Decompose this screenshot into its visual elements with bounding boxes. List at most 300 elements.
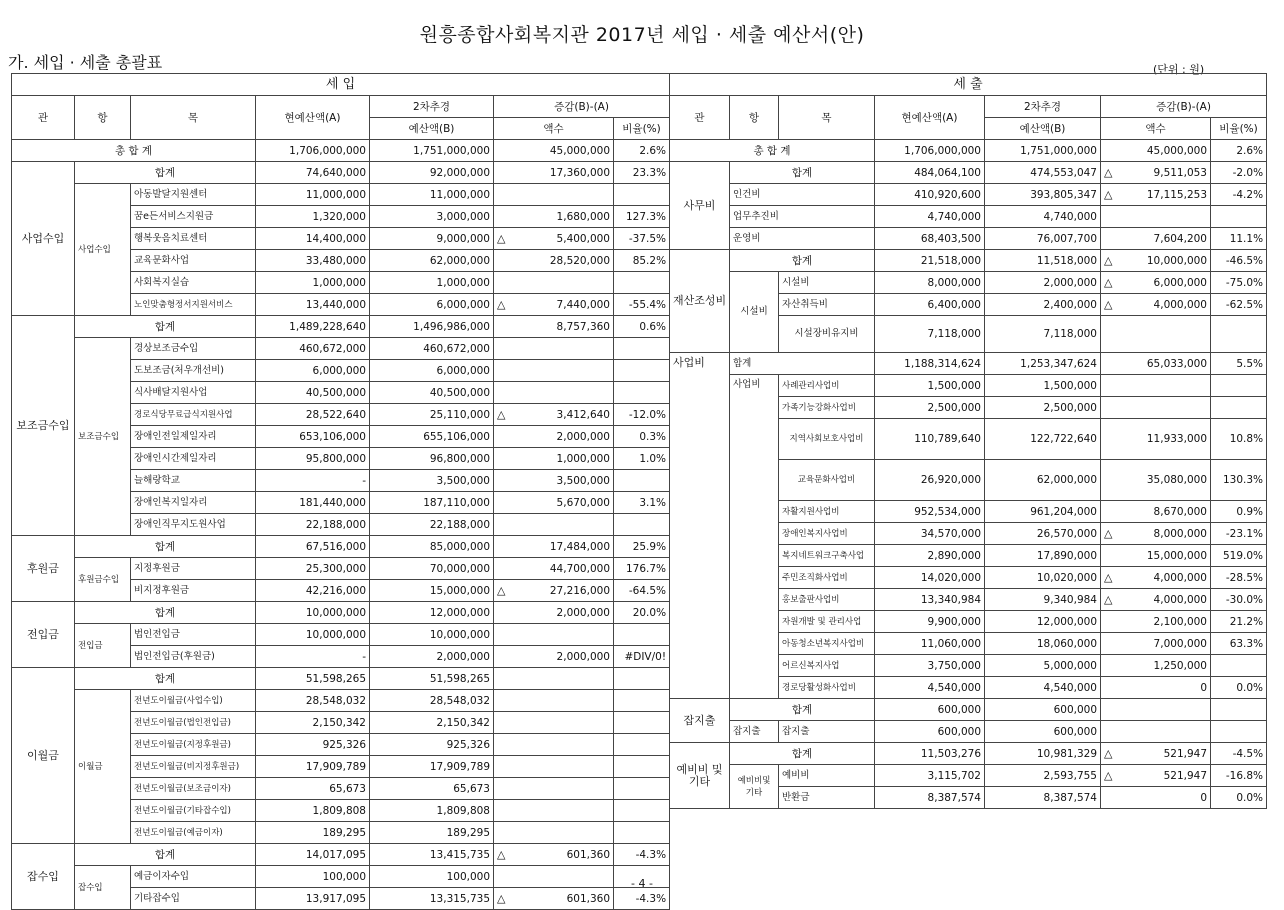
- cell-current-text: 13,917,095: [305, 892, 366, 905]
- cell-current-text: 67,516,000: [305, 540, 366, 553]
- cell-revised-text: 8,387,574: [1043, 791, 1097, 804]
- mok-cell: [779, 419, 875, 460]
- cell-diff: [494, 272, 614, 294]
- cell-revised: [370, 184, 494, 206]
- cell-ratio-text: -12.0%: [628, 408, 667, 421]
- cell-current: [256, 426, 370, 448]
- cell-diff: [494, 580, 614, 602]
- decrease-triangle-icon: △: [1104, 570, 1113, 584]
- cell-revised: [370, 536, 494, 558]
- cell-revised: [985, 523, 1101, 545]
- cell-diff: [1101, 353, 1211, 375]
- mok-cell-text: 시설장비유지비: [794, 328, 859, 339]
- cell-revised-text: 11,518,000: [1036, 254, 1097, 267]
- gwan-cell-text: 사업수입: [21, 231, 65, 245]
- cell-diff: [494, 690, 614, 712]
- cell-current-text: 4,540,000: [927, 681, 981, 694]
- cell-current: [256, 448, 370, 470]
- subtotal-label: [75, 668, 256, 690]
- cell-revised-text: 1,000,000: [436, 276, 490, 289]
- income-table: [11, 73, 670, 910]
- cell-ratio: [1211, 353, 1267, 375]
- cell-current: [256, 778, 370, 800]
- unit-label: (단위 : 원): [1153, 63, 1205, 76]
- cell-current: [256, 382, 370, 404]
- cell-ratio: [614, 272, 670, 294]
- gwan-cell-text: 잡수입: [27, 869, 59, 883]
- cell-ratio: [614, 162, 670, 184]
- cell-ratio-text: 0.6%: [639, 320, 667, 333]
- mok-cell: [131, 448, 256, 470]
- mok-cell: [131, 294, 256, 316]
- cell-revised: [370, 162, 494, 184]
- cell-revised-text: 51,598,265: [429, 672, 490, 685]
- expense-header: 세 출: [670, 74, 1267, 96]
- gwan-cell: [670, 250, 730, 353]
- cell-current-text: 10,000,000: [305, 606, 366, 619]
- col-mok: 목: [779, 96, 875, 140]
- mok-cell: [779, 545, 875, 567]
- cell-diff: [494, 162, 614, 184]
- gwan-cell-text: 이월금: [27, 748, 59, 762]
- cell-revised-text: 9,000,000: [436, 232, 490, 245]
- mok-cell: [779, 523, 875, 545]
- gwan-cell: [670, 699, 730, 743]
- subtotal-label-text: 합계: [791, 166, 813, 179]
- col-revised-1: 2차추경: [370, 96, 494, 118]
- cell-ratio: [1211, 765, 1267, 787]
- cell-current-text: 28,548,032: [305, 694, 366, 707]
- cell-current: [875, 316, 985, 353]
- cell-ratio-text: 519.0%: [1223, 549, 1264, 562]
- cell-ratio: [614, 316, 670, 338]
- mok-cell-text: 사회복지실습: [134, 276, 190, 288]
- col-hang: 항: [730, 96, 779, 140]
- mok-cell-text: 전년도이월금(예금이자): [134, 827, 223, 838]
- cell-current: [256, 888, 370, 910]
- hang-cell: [730, 206, 875, 228]
- gwan-cell: [12, 668, 75, 844]
- cell-revised-text: 70,000,000: [429, 562, 490, 575]
- cell-diff: [494, 888, 614, 910]
- subtotal-label: [730, 699, 875, 721]
- mok-cell-text: 시설비: [782, 276, 810, 288]
- cell-revised: [985, 353, 1101, 375]
- total-label: 총 합 계: [670, 140, 875, 162]
- cell-revised-text: 460,672,000: [423, 342, 490, 355]
- cell-ratio-text: 176.7%: [626, 562, 667, 575]
- cell-revised: [370, 734, 494, 756]
- cell-diff-text: 11,933,000: [1146, 433, 1207, 445]
- cell-ratio: [1211, 501, 1267, 523]
- cell-ratio-text: 25.9%: [632, 540, 667, 553]
- cell-current-text: 460,672,000: [299, 342, 366, 355]
- cell-diff-text: 2,100,000: [1153, 615, 1207, 628]
- income-total-row: [12, 140, 670, 162]
- cell-revised-text: 122,722,640: [1030, 433, 1097, 445]
- cell-diff-text: 5,670,000: [556, 496, 610, 509]
- income-subtotal-row: [12, 602, 670, 624]
- cell-diff-text: 2,000,000: [556, 430, 610, 443]
- cell-diff: [1101, 316, 1211, 353]
- cell-revised: [370, 514, 494, 536]
- col-revised-2: 예산액(B): [370, 118, 494, 140]
- income-subtotal-row: [12, 316, 670, 338]
- cell-diff-text: 4,000,000: [1153, 298, 1207, 311]
- subtotal-label-text: 합계: [791, 703, 813, 716]
- cell-ratio-text: 3.1%: [639, 496, 667, 509]
- cell-diff: [1101, 699, 1211, 721]
- cell-diff: [494, 602, 614, 624]
- cell-diff: [1101, 272, 1211, 294]
- cell-current: [875, 545, 985, 567]
- cell-revised: [370, 712, 494, 734]
- income-header: 세 입: [12, 74, 670, 96]
- cell-current: [256, 184, 370, 206]
- cell-diff: [494, 514, 614, 536]
- cell-current-text: 1,489,228,640: [289, 320, 366, 333]
- cell-revised-text: 393,805,347: [1030, 188, 1097, 201]
- cell-revised-text: 18,060,000: [1036, 637, 1097, 650]
- cell-diff: [1101, 677, 1211, 699]
- cell-revised: [370, 250, 494, 272]
- cell-ratio: [614, 382, 670, 404]
- total-diff: 45,000,000: [494, 140, 614, 162]
- subtotal-label-text: 합계: [154, 166, 176, 179]
- cell-revised: [370, 822, 494, 844]
- mok-cell-text: 지역사회보호사업비: [789, 434, 864, 444]
- gwan-cell-text: 잡지출: [683, 713, 716, 727]
- col-revised-1: 2차추경: [985, 96, 1101, 118]
- cell-diff-text: 601,360: [566, 848, 610, 861]
- mok-cell-text: 지정후원금: [134, 562, 180, 574]
- mok-cell-text: 가족기능강화사업비: [782, 402, 856, 413]
- cell-current-text: 26,920,000: [920, 474, 981, 486]
- cell-diff-text: 521,947: [1163, 769, 1207, 782]
- cell-revised-text: 10,000,000: [429, 628, 490, 641]
- cell-current: [875, 250, 985, 272]
- mok-cell-text: 자활지원사업비: [782, 506, 840, 517]
- mok-cell-text: 사례관리사업비: [782, 380, 840, 391]
- total-revised: 1,751,000,000: [985, 140, 1101, 162]
- cell-revised: [370, 404, 494, 426]
- mok-cell-text: 주민조직화사업비: [782, 572, 848, 583]
- cell-ratio: [1211, 460, 1267, 501]
- cell-current-text: 65,673: [329, 782, 366, 795]
- cell-diff: [494, 426, 614, 448]
- col-amount: 액수: [1101, 118, 1211, 140]
- mok-cell: [131, 712, 256, 734]
- cell-revised: [985, 765, 1101, 787]
- mok-cell: [131, 822, 256, 844]
- gwan-cell-text: 예비비 및 기타: [676, 762, 723, 788]
- cell-ratio: [614, 624, 670, 646]
- expense-row: [670, 765, 1267, 787]
- cell-ratio-text: #DIV/0!: [624, 650, 667, 663]
- cell-revised-text: 925,326: [446, 738, 490, 751]
- cell-revised: [370, 756, 494, 778]
- cell-diff: [494, 844, 614, 866]
- mok-cell-text: 경상보조금수입: [134, 342, 199, 354]
- cell-revised: [370, 470, 494, 492]
- mok-cell: [131, 558, 256, 580]
- cell-ratio-text: -4.3%: [635, 892, 667, 905]
- cell-ratio: [614, 844, 670, 866]
- cell-current-text: 4,740,000: [927, 210, 981, 223]
- cell-diff: [1101, 228, 1211, 250]
- mok-cell-text: 아동청소년복지사업비: [782, 638, 865, 649]
- cell-ratio: [1211, 316, 1267, 353]
- cell-current: [256, 646, 370, 668]
- cell-current-text: 14,017,095: [305, 848, 366, 861]
- subtotal-label: [730, 743, 875, 765]
- cell-diff-text: 8,670,000: [1153, 505, 1207, 518]
- cell-current: [875, 184, 985, 206]
- cell-diff: [494, 778, 614, 800]
- hang-cell-text: 전입금: [78, 640, 103, 651]
- cell-diff-text: 0: [1200, 681, 1207, 694]
- cell-current: [875, 721, 985, 743]
- cell-current-text: -: [362, 474, 366, 487]
- hang-cell-text: 사업비: [733, 379, 761, 390]
- mok-cell-text: 예비비: [782, 769, 810, 781]
- mok-cell: [131, 646, 256, 668]
- cell-revised-text: 10,020,000: [1036, 571, 1097, 584]
- cell-diff: [1101, 375, 1211, 397]
- gwan-cell: [12, 602, 75, 668]
- cell-ratio: [614, 580, 670, 602]
- cell-current: [256, 800, 370, 822]
- hang-cell: [730, 721, 779, 743]
- cell-current: [256, 294, 370, 316]
- mok-cell: [131, 272, 256, 294]
- total-ratio: 2.6%: [614, 140, 670, 162]
- cell-revised-text: 11,000,000: [429, 188, 490, 201]
- mok-cell: [131, 338, 256, 360]
- cell-current: [875, 611, 985, 633]
- cell-diff: [1101, 162, 1211, 184]
- cell-revised: [985, 545, 1101, 567]
- cell-revised: [370, 228, 494, 250]
- cell-diff-text: 15,000,000: [1146, 549, 1207, 562]
- cell-diff: [494, 756, 614, 778]
- decrease-triangle-icon: △: [1104, 746, 1113, 760]
- cell-diff: [494, 668, 614, 690]
- cell-ratio: [614, 404, 670, 426]
- cell-ratio-text: 130.3%: [1223, 474, 1264, 486]
- cell-current-text: 28,522,640: [305, 408, 366, 421]
- mok-cell-text: 홍보출판사업비: [782, 594, 840, 605]
- cell-diff-text: 17,484,000: [549, 540, 610, 553]
- cell-revised-text: 92,000,000: [429, 166, 490, 179]
- subtotal-label: [75, 316, 256, 338]
- cell-revised: [370, 272, 494, 294]
- cell-diff: [1101, 523, 1211, 545]
- cell-diff-text: 601,360: [566, 892, 610, 905]
- mok-cell: [131, 228, 256, 250]
- mok-cell-text: 전년도이월금(비지정후원금): [134, 761, 240, 772]
- col-current: 현예산액(A): [875, 96, 985, 140]
- decrease-triangle-icon: △: [497, 891, 506, 905]
- mok-cell-text: 장애인전일제일자리: [134, 430, 217, 442]
- cell-current-text: 3,115,702: [927, 769, 981, 782]
- cell-current: [256, 690, 370, 712]
- mok-cell-text: 행복웃음치료센터: [134, 232, 208, 244]
- mok-cell-text: 교육문화사업비: [797, 475, 856, 485]
- cell-ratio: [614, 448, 670, 470]
- mok-cell-text: 장애인직무지도원사업: [134, 518, 226, 530]
- cell-revised-text: 600,000: [1053, 725, 1097, 738]
- cell-revised-text: 3,000,000: [436, 210, 490, 223]
- cell-ratio: [1211, 589, 1267, 611]
- cell-ratio: [1211, 523, 1267, 545]
- cell-revised: [985, 567, 1101, 589]
- col-diff: 증감(B)-(A): [1101, 96, 1267, 118]
- hang-cell: [730, 765, 779, 809]
- cell-revised-text: 25,110,000: [429, 408, 490, 421]
- cell-diff: [494, 734, 614, 756]
- gwan-cell: [12, 162, 75, 316]
- cell-current: [875, 397, 985, 419]
- cell-ratio: [614, 778, 670, 800]
- mok-cell-text: 경로식당무료급식지원사업: [134, 409, 233, 420]
- mok-cell-text: 도보조금(처우개선비): [134, 364, 225, 376]
- cell-ratio-text: 10.8%: [1229, 433, 1264, 445]
- cell-current-text: 2,500,000: [927, 401, 981, 414]
- cell-current-text: 1,809,808: [312, 804, 366, 817]
- cell-ratio: [614, 514, 670, 536]
- mok-cell: [131, 888, 256, 910]
- subtotal-label: [730, 250, 875, 272]
- cell-revised: [370, 888, 494, 910]
- cell-revised: [370, 206, 494, 228]
- cell-revised-text: 40,500,000: [429, 386, 490, 399]
- cell-current-text: 6,000,000: [312, 364, 366, 377]
- cell-revised: [370, 294, 494, 316]
- cell-current-text: 653,106,000: [299, 430, 366, 443]
- hang-cell: [75, 558, 131, 602]
- cell-ratio: [614, 734, 670, 756]
- income-row: [12, 624, 670, 646]
- cell-ratio-text: -28.5%: [1225, 571, 1264, 584]
- gwan-cell-text: 전입금: [27, 627, 59, 641]
- cell-revised-text: 2,150,342: [436, 716, 490, 729]
- mok-cell: [131, 206, 256, 228]
- cell-diff-text: 2,000,000: [556, 650, 610, 663]
- cell-diff: [1101, 250, 1211, 272]
- mok-cell: [779, 611, 875, 633]
- mok-cell: [131, 184, 256, 206]
- cell-ratio: [1211, 567, 1267, 589]
- cell-revised-text: 2,000,000: [1043, 276, 1097, 289]
- cell-revised-text: 26,570,000: [1036, 527, 1097, 540]
- cell-current-text: 484,064,100: [914, 166, 981, 179]
- decrease-triangle-icon: △: [497, 231, 506, 245]
- cell-current: [875, 589, 985, 611]
- cell-diff: [494, 206, 614, 228]
- cell-current: [875, 206, 985, 228]
- cell-diff: [494, 470, 614, 492]
- cell-current: [256, 580, 370, 602]
- cell-ratio-text: -30.0%: [1225, 593, 1264, 606]
- cell-current: [256, 514, 370, 536]
- cell-ratio: [614, 184, 670, 206]
- mok-cell-text: 전년도이월금(사업수입): [134, 695, 223, 706]
- hang-cell-text: 운영비: [733, 232, 761, 244]
- cell-diff-text: 3,500,000: [556, 474, 610, 487]
- cell-diff: [494, 294, 614, 316]
- hang-cell: [75, 338, 131, 536]
- mok-cell-text: 어르신복지사업: [782, 660, 840, 671]
- cell-current: [875, 567, 985, 589]
- cell-current-text: 2,890,000: [927, 549, 981, 562]
- cell-ratio-text: -2.0%: [1232, 166, 1264, 179]
- hang-cell-text: 보조금수입: [78, 431, 120, 442]
- cell-revised-text: 12,000,000: [429, 606, 490, 619]
- hang-cell-text: 업무추진비: [733, 210, 779, 222]
- cell-diff: [1101, 294, 1211, 316]
- cell-revised-text: 2,400,000: [1043, 298, 1097, 311]
- mok-cell: [779, 567, 875, 589]
- cell-revised: [370, 338, 494, 360]
- cell-revised-text: 655,106,000: [423, 430, 490, 443]
- hang-cell: [730, 375, 779, 699]
- col-revised-2: 예산액(B): [985, 118, 1101, 140]
- cell-current-text: 25,300,000: [305, 562, 366, 575]
- subtotal-label: [75, 844, 256, 866]
- hang-cell: [730, 228, 875, 250]
- cell-current-text: 1,320,000: [312, 210, 366, 223]
- mok-cell: [779, 375, 875, 397]
- total-current: 1,706,000,000: [256, 140, 370, 162]
- cell-revised: [985, 721, 1101, 743]
- cell-revised: [985, 460, 1101, 501]
- expense-subtotal-row: [670, 353, 1267, 375]
- cell-diff-text: 8,000,000: [1153, 527, 1207, 540]
- cell-current: [875, 743, 985, 765]
- total-diff: 45,000,000: [1101, 140, 1211, 162]
- cell-current-text: 2,150,342: [312, 716, 366, 729]
- cell-diff-text: 7,000,000: [1153, 637, 1207, 650]
- mok-cell: [131, 800, 256, 822]
- cell-diff: [494, 228, 614, 250]
- decrease-triangle-icon: △: [497, 407, 506, 421]
- cell-ratio: [614, 668, 670, 690]
- cell-current-text: 9,900,000: [927, 615, 981, 628]
- col-amount: 액수: [494, 118, 614, 140]
- cell-diff-text: 17,115,253: [1146, 188, 1207, 201]
- subtotal-label-text: 합계: [154, 606, 176, 619]
- cell-diff-text: 8,757,360: [556, 320, 610, 333]
- cell-ratio: [614, 536, 670, 558]
- gwan-cell: [670, 353, 730, 699]
- mok-cell: [779, 316, 875, 353]
- cell-diff: [1101, 206, 1211, 228]
- cell-current-text: 21,518,000: [920, 254, 981, 267]
- cell-diff: [1101, 721, 1211, 743]
- cell-revised-text: 13,415,735: [429, 848, 490, 861]
- gwan-cell-text: 보조금수입: [16, 418, 70, 432]
- mok-cell: [131, 580, 256, 602]
- section-subtitle: 가. 세입 · 세출 총괄표: [8, 53, 163, 72]
- cell-current: [256, 844, 370, 866]
- cell-current: [875, 655, 985, 677]
- cell-current: [256, 404, 370, 426]
- cell-revised-text: 1,809,808: [436, 804, 490, 817]
- col-gwan: 관: [670, 96, 730, 140]
- cell-diff: [494, 338, 614, 360]
- mok-cell-text: 기타잡수입: [134, 892, 180, 904]
